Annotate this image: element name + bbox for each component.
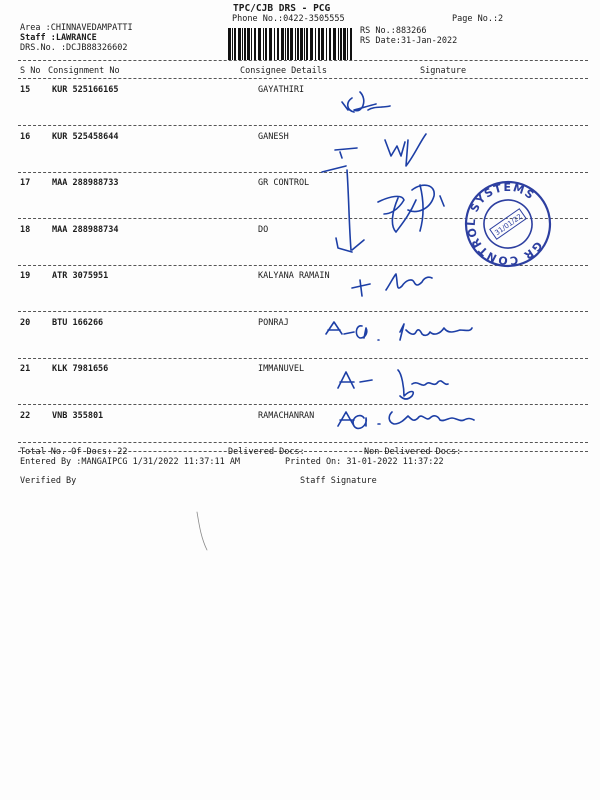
row-consignment-no: ATR 3075951 bbox=[52, 271, 109, 281]
total-docs: Total No. Of Docs: 22 bbox=[20, 447, 128, 457]
non-delivered-docs: Non Delivered Docs: bbox=[364, 447, 462, 457]
signature-row-19 bbox=[352, 274, 432, 296]
row-sno: 20 bbox=[20, 317, 31, 328]
stamp-date: 31/01/22 bbox=[493, 212, 524, 238]
signature-row-15 bbox=[342, 92, 390, 112]
column-header-consignment: Consignment No bbox=[48, 66, 120, 76]
phone-number: Phone No.:0422-3505555 bbox=[232, 14, 345, 24]
rs-date: RS Date:31-Jan-2022 bbox=[360, 36, 458, 46]
row-sno: 21 bbox=[20, 364, 31, 374]
signature-bracket bbox=[322, 166, 364, 252]
column-header-signature: Signature bbox=[420, 66, 467, 76]
row-sno: 22 bbox=[20, 410, 31, 421]
row-consignee: GR CONTROL bbox=[258, 178, 310, 188]
staff-signature-label: Staff Signature bbox=[300, 476, 377, 486]
document-title: TPC/CJB DRS - PCG bbox=[233, 3, 331, 14]
signature-row-21 bbox=[338, 370, 448, 399]
row-consignee: DO bbox=[258, 224, 269, 235]
signature-row-22 bbox=[338, 412, 474, 428]
signature-row-17-18 bbox=[378, 185, 444, 232]
stamp-text: GR CONTROL SYSTEMS bbox=[464, 180, 545, 268]
row-consignment-no: KUR 525458644 bbox=[52, 131, 119, 142]
row-consignee: KALYANA RAMAIN bbox=[258, 271, 330, 281]
column-header-sno: S No bbox=[20, 66, 41, 76]
row-consignment-no: KLK 7981656 bbox=[52, 364, 109, 374]
row-consignment-no: MAA 288988734 bbox=[52, 224, 119, 235]
rs-number: RS No.:883266 bbox=[360, 26, 427, 36]
page-number: Page No.:2 bbox=[452, 14, 504, 24]
signature-row-20 bbox=[326, 322, 472, 340]
row-sno: 15 bbox=[20, 85, 31, 95]
delivered-docs: Delivered Docs: bbox=[228, 447, 305, 457]
drs-number: DRS.No. :DCJB88326602 bbox=[20, 43, 128, 53]
stray-pencil-mark bbox=[197, 512, 207, 550]
row-consignee: IMMANUVEL bbox=[258, 364, 305, 374]
row-consignee: PONRAJ bbox=[258, 317, 289, 328]
area-field: Area :CHINNAVEDAMPATTI bbox=[20, 23, 133, 33]
row-consignee: RAMACHANRAN bbox=[258, 410, 315, 421]
row-sno: 18 bbox=[20, 224, 31, 235]
row-sno: 17 bbox=[20, 178, 31, 188]
row-sno: 16 bbox=[20, 131, 31, 142]
column-header-consignee: Consignee Details bbox=[240, 66, 327, 76]
row-consignment-no: BTU 166266 bbox=[52, 317, 104, 328]
printed-on: Printed On: 31-01-2022 11:37:22 bbox=[285, 457, 444, 467]
row-consignment-no: MAA 288988733 bbox=[52, 178, 119, 188]
signature-row-16 bbox=[335, 134, 426, 166]
staff-field: Staff :LAWRANCE bbox=[20, 33, 97, 43]
row-consignment-no: VNB 355801 bbox=[52, 410, 104, 421]
entered-by: Entered By :MANGAIPCG 1/31/2022 11:37:11 AM bbox=[20, 457, 241, 467]
verified-by-label: Verified By bbox=[20, 476, 77, 486]
row-consignee: GANESH bbox=[258, 131, 289, 142]
row-consignee: GAYATHIRI bbox=[258, 85, 305, 95]
row-sno: 19 bbox=[20, 271, 31, 281]
row-consignment-no: KUR 525166165 bbox=[52, 85, 119, 95]
